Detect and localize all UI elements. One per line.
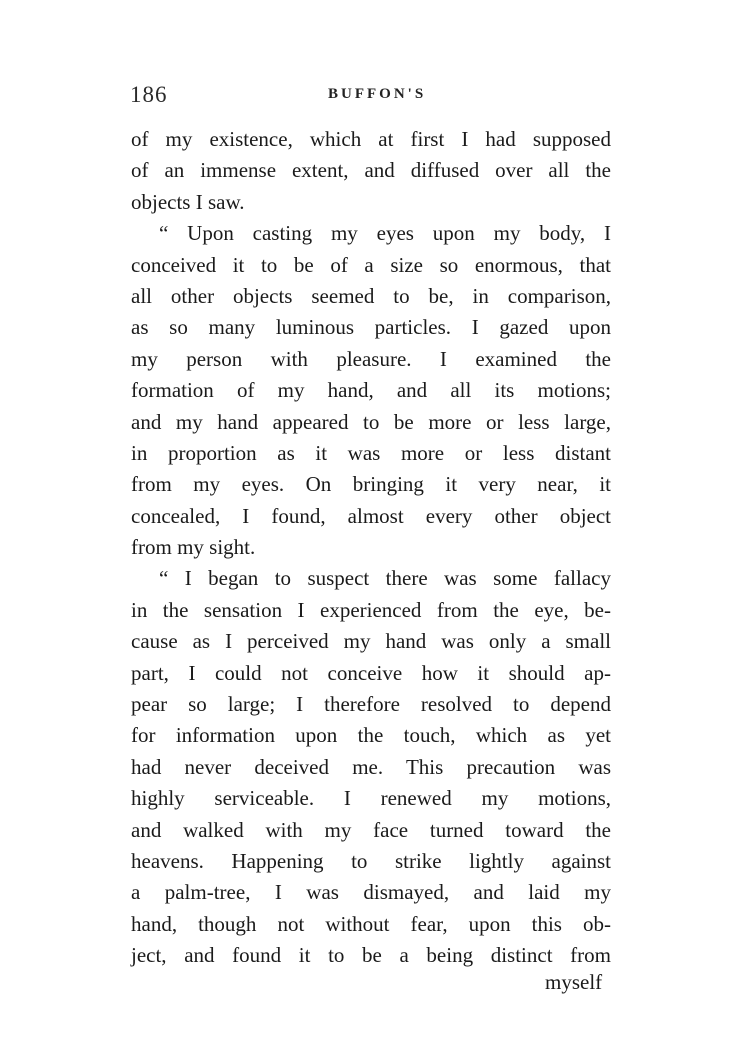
text-line: from my sight. xyxy=(131,535,256,560)
page-number: 186 xyxy=(130,82,168,107)
text-line: objects I saw. xyxy=(131,189,245,214)
text-line: and walked with my face turned toward the xyxy=(131,817,611,842)
body-text xyxy=(131,124,611,972)
text-line: pear so large; I therefore resolved to depend xyxy=(131,692,611,717)
text-line: my person with pleasure. I examined the xyxy=(131,346,611,371)
text-line: in the sensation I experienced from the eye, be- xyxy=(131,597,611,622)
text-line: ject, and found it to be a being distinct from xyxy=(131,943,611,968)
text-line: and my hand appeared to be more or less large, xyxy=(131,409,611,434)
text-line: of my existence, which at first I had supposed xyxy=(131,127,611,151)
text-line: conceived it to be of a size so enormous, that xyxy=(131,252,611,277)
text-line: for information upon the touch, which as yet xyxy=(131,723,611,748)
text-line: “ I began to suspect there was some fallacy xyxy=(159,566,611,591)
text-line: highly serviceable. I renewed my motions, xyxy=(131,786,611,811)
text-line: hand, though not without fear, upon this ob- xyxy=(131,911,611,936)
running-head: BUFFON'S xyxy=(328,86,427,102)
text-line: concealed, I found, almost every other object xyxy=(131,503,611,528)
text-line: “ Upon casting my eyes upon my body, I xyxy=(159,221,611,246)
catchword: myself xyxy=(545,970,603,994)
text-line: heavens. Happening to strike lightly against xyxy=(131,848,611,873)
text-line: formation of my hand, and all its motions; xyxy=(131,378,611,403)
text-line: had never deceived me. This precaution was xyxy=(131,754,611,779)
text-line: cause as I perceived my hand was only a small xyxy=(131,629,611,654)
text-line: all other objects seemed to be, in comparison, xyxy=(131,283,611,308)
text-line: as so many luminous particles. I gazed upon xyxy=(131,315,611,340)
text-line: of an immense extent, and diffused over all the xyxy=(131,158,611,183)
text-line: part, I could not conceive how it should ap- xyxy=(131,660,611,685)
page-header xyxy=(130,82,610,112)
text-line: in proportion as it was more or less distant xyxy=(131,440,611,465)
text-line: from my eyes. On bringing it very near, it xyxy=(131,472,611,497)
text-line: a palm-tree, I was dismayed, and laid my xyxy=(131,880,611,905)
